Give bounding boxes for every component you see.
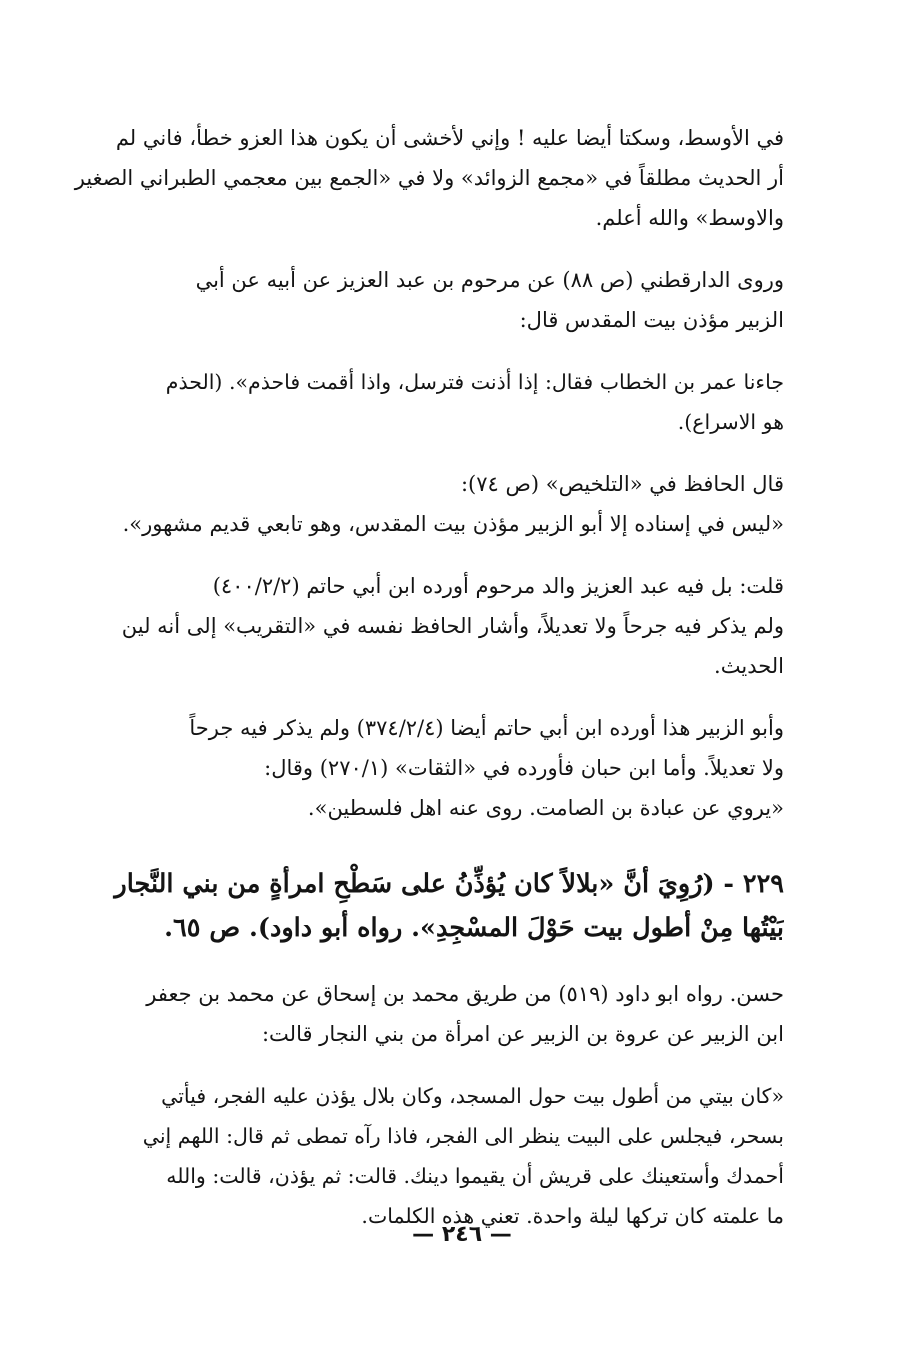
- text-line: هو الاسراع).: [677, 410, 784, 434]
- page-body: [70, 118, 784, 1258]
- text-line: في الأوسط، وسكتا أيضا عليه ! وإني لأخشى أن يكون هذا العزو خطأ، فاني لم: [115, 126, 784, 150]
- hadith-line: ٢٢٩ - (رُوِيَ أنَّ «بلالاً كان يُؤذِّنُ على سَطْحِ امرأةٍ من بني النَّجار: [114, 869, 784, 899]
- hadith-line: بَيْتُها مِنْ أطول بيت حَوْلَ المسْجِدِ». رواه أبو داود). ص ٦٥.: [164, 913, 784, 943]
- paragraph-abu-zubair: [70, 708, 784, 828]
- text-line: ما علمته كان تركها ليلة واحدة. تعني هذه الكلمات.: [361, 1204, 784, 1228]
- text-line: الحديث.: [714, 654, 784, 678]
- text-line: «كان بيتي من أطول بيت حول المسجد، وكان بلال يؤذن عليه الفجر، فيأتي: [161, 1084, 784, 1108]
- paragraph-hafiz-talkhis: [70, 464, 784, 544]
- paragraph-hasan-grading: [70, 974, 784, 1054]
- text-line: الزبير مؤذن بيت المقدس قال:: [519, 308, 784, 332]
- text-line: أحمدك وأستعينك على قريش أن يقيموا دينك. قالت: ثم يؤذن، قالت: والله: [166, 1164, 784, 1188]
- text-line: أر الحديث مطلقاً في «مجمع الزوائد» ولا في «الجمع بين معجمي الطبراني الصغير: [74, 166, 784, 190]
- page-number: — ٢٤٦ —: [412, 1222, 512, 1247]
- text-line: ولا تعديلاً. وأما ابن حبان فأورده في «الثقات» (٢٧٠/١) وقال:: [264, 756, 784, 780]
- text-line: وروى الدارقطني (ص ٨٨) عن مرحوم بن عبد العزيز عن أبيه عن أبي: [195, 268, 784, 292]
- text-line: ولم يذكر فيه جرحاً ولا تعديلاً، وأشار الحافظ نفسه في «التقريب» إلى أنه لين: [121, 614, 784, 638]
- text-line: قلت: بل فيه عبد العزيز والد مرحوم أورده ابن أبي حاتم (٤٠٠/٢/٢): [212, 574, 784, 598]
- paragraph-umar-quote: [70, 362, 784, 442]
- paragraph-qultu: [70, 566, 784, 686]
- paragraph-hadith-text: [70, 1076, 784, 1236]
- text-line: جاءنا عمر بن الخطاب فقال: إذا أذنت فترسل، واذا أقمت فاحذم». (الحذم: [165, 370, 784, 394]
- text-line: ابن الزبير عن عروة بن الزبير عن امرأة من بني النجار قالت:: [261, 1022, 784, 1046]
- text-line: بسحر، فيجلس على البيت ينظر الى الفجر، فاذا رآه تمطى ثم قال: اللهم إني: [142, 1124, 784, 1148]
- text-line: «ليس في إسناده إلا أبو الزبير مؤذن بيت المقدس، وهو تابعي قديم مشهور».: [122, 512, 784, 536]
- text-line: والاوسط» والله أعلم.: [595, 206, 784, 230]
- paragraph-daraqutni: [70, 260, 784, 340]
- text-line: قال الحافظ في «التلخيص» (ص ٧٤):: [460, 472, 784, 496]
- text-line: حسن. رواه ابو داود (٥١٩) من طريق محمد بن إسحاق عن محمد بن جعفر: [146, 982, 784, 1006]
- paragraph-takhrij-note: [70, 118, 784, 238]
- text-line: «يروي عن عبادة بن الصامت. روى عنه اهل فلسطين».: [307, 796, 784, 820]
- hadith-heading: [70, 862, 784, 950]
- text-line: وأبو الزبير هذا أورده ابن أبي حاتم أيضا (٣٧٤/٢/٤) ولم يذكر فيه جرحاً: [189, 716, 784, 740]
